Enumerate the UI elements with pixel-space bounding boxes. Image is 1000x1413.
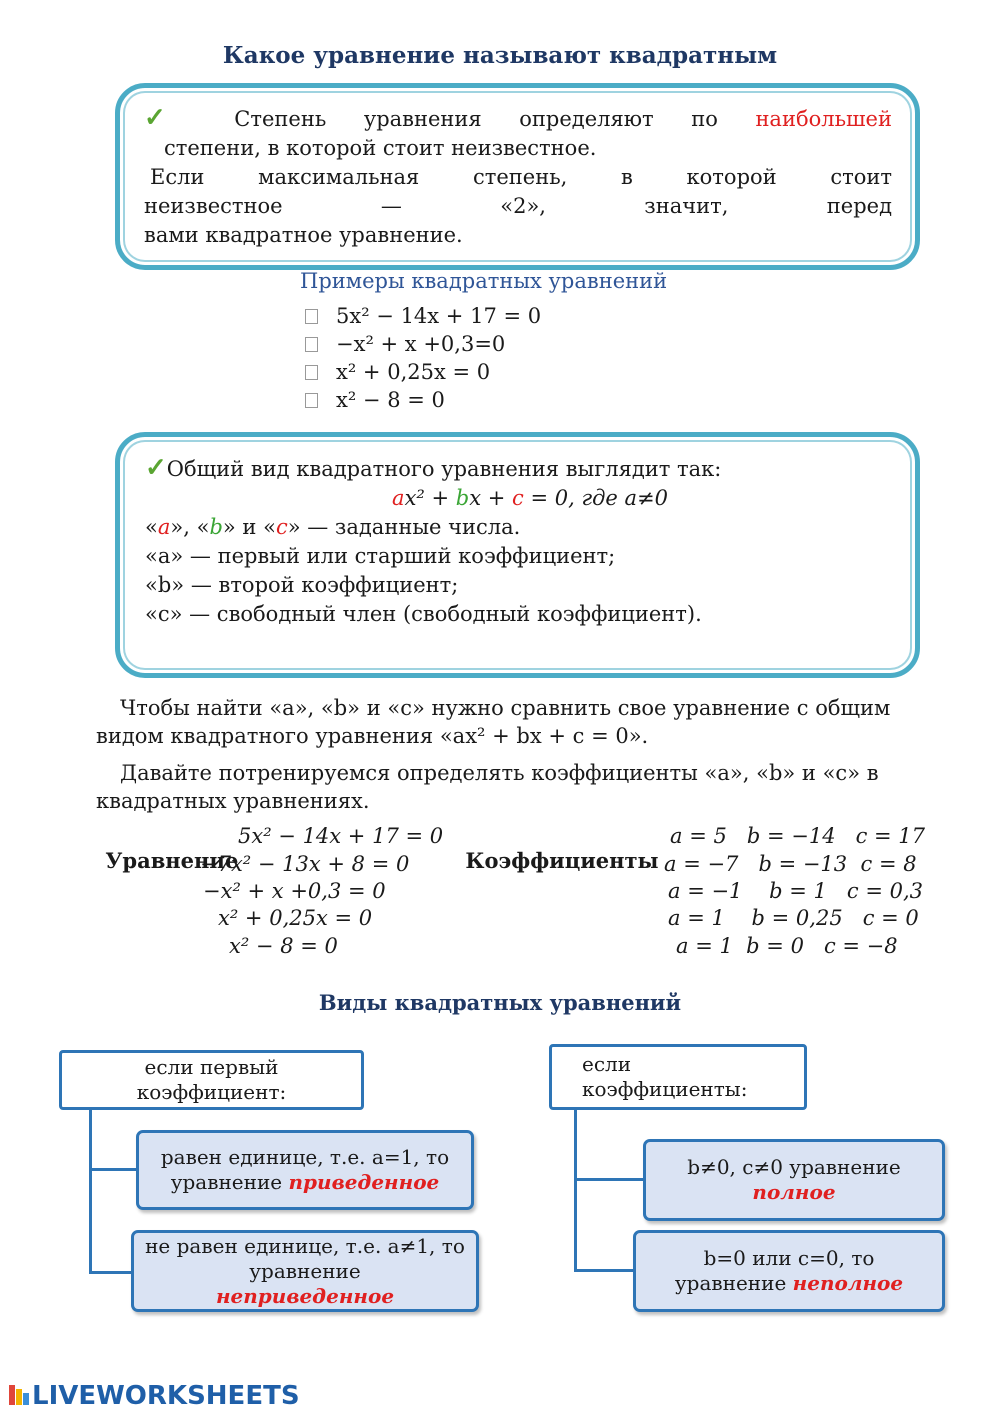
definition-line-4: неизвестное — «2», значит, перед <box>144 194 892 218</box>
checkmark-icon: ✓ <box>145 453 167 483</box>
tree-connector <box>89 1168 137 1171</box>
tree-connector <box>89 1271 132 1274</box>
general-form-text <box>145 454 885 629</box>
types-title: Виды квадратных уравнений <box>318 990 682 1015</box>
table-row: x² − 8 = 0 <box>229 934 338 958</box>
table-row: x² + 0,25x = 0 <box>218 906 373 930</box>
definition-line-2: степени, в которой стоит неизвестное. <box>164 136 597 160</box>
complete-equation-box: b≠0, c≠0 уравнение полное <box>643 1139 945 1221</box>
list-item: −x² + x +0,3=0 <box>305 330 541 358</box>
tree-connector <box>574 1269 634 1272</box>
general-formula: ax² + bx + c = 0, где a≠0 <box>392 486 668 510</box>
examples-list <box>305 302 541 414</box>
incomplete-equation-box: b=0 или c=0, то уравнение неполное <box>633 1230 945 1312</box>
table-row: a = 1 b = 0 c = −8 <box>676 934 898 958</box>
right-header-box: если коэффициенты: <box>549 1044 807 1110</box>
table-row: a = −1 b = 1 c = 0,3 <box>668 879 924 903</box>
page-title: Какое уравнение называют квадратным <box>222 42 778 69</box>
general-form-heading: ✓Общий вид квадратного уравнения выглядит так: <box>145 453 722 483</box>
table-row: a = 5 b = −14 c = 17 <box>670 824 926 848</box>
non-reduced-equation-box: не равен единице, т.е. a≠1, то уравнение неприведенное <box>131 1230 479 1312</box>
liveworksheets-logo: LIVEWORKSHEETS <box>8 1381 300 1411</box>
paragraph-find-coefficients: Чтобы найти «a», «b» и «c» нужно сравнить свое уравнение с общим видом квадратного уравнения «ax² + bx + c = 0». <box>96 696 891 748</box>
reduced-equation-box: равен единице, т.е. a=1, то уравнение приведенное <box>136 1130 474 1210</box>
definition-text <box>144 104 892 250</box>
table-row: a = −7 b = −13 c = 8 <box>664 852 917 876</box>
list-item: x² + 0,25x = 0 <box>305 358 541 386</box>
table-row: 5x² − 14x + 17 = 0 <box>238 824 444 848</box>
table-header-equation: Уравнение <box>105 848 239 873</box>
list-item: x² − 8 = 0 <box>305 386 541 414</box>
table-row: −x² + x +0,3 = 0 <box>203 879 386 903</box>
bullet-box-icon <box>305 365 318 380</box>
coef-a-line: «a» — первый или старший коэффициент; <box>145 544 616 568</box>
tree-connector <box>574 1110 577 1272</box>
examples-title: Примеры квадратных уравнений <box>300 269 668 293</box>
left-header-box: если первый коэффициент: <box>59 1050 364 1110</box>
tree-connector <box>574 1178 644 1181</box>
bullet-box-icon <box>305 309 318 324</box>
list-item: 5x² − 14x + 17 = 0 <box>305 302 541 330</box>
coef-b-line: «b» — второй коэффициент; <box>145 573 459 597</box>
table-header-coefficients: Коэффициенты <box>465 848 659 873</box>
given-numbers-line: «a», «b» и «c» — заданные числа. <box>145 515 521 539</box>
table-row: −7x² − 13x + 8 = 0 <box>200 852 410 876</box>
liveworksheets-logo-icon <box>8 1384 30 1406</box>
bullet-box-icon <box>305 393 318 408</box>
table-row: a = 1 b = 0,25 c = 0 <box>668 906 919 930</box>
definition-line-1: ✓ Степень уравнения определяют по наибольшей <box>144 103 892 133</box>
coef-c-line: «c» — свободный член (свободный коэффициент). <box>145 602 702 626</box>
definition-line-5: вами квадратное уравнение. <box>144 223 463 247</box>
tree-connector <box>89 1110 92 1274</box>
bullet-box-icon <box>305 337 318 352</box>
checkmark-icon: ✓ <box>144 103 197 133</box>
definition-line-3: Если максимальная степень, в которой стоит <box>150 165 892 189</box>
highlight-word: наибольшей <box>755 107 892 131</box>
paragraph-practice: Давайте потренируемся определять коэффициенты «a», «b» и «c» в квадратных уравнениях. <box>96 761 879 813</box>
